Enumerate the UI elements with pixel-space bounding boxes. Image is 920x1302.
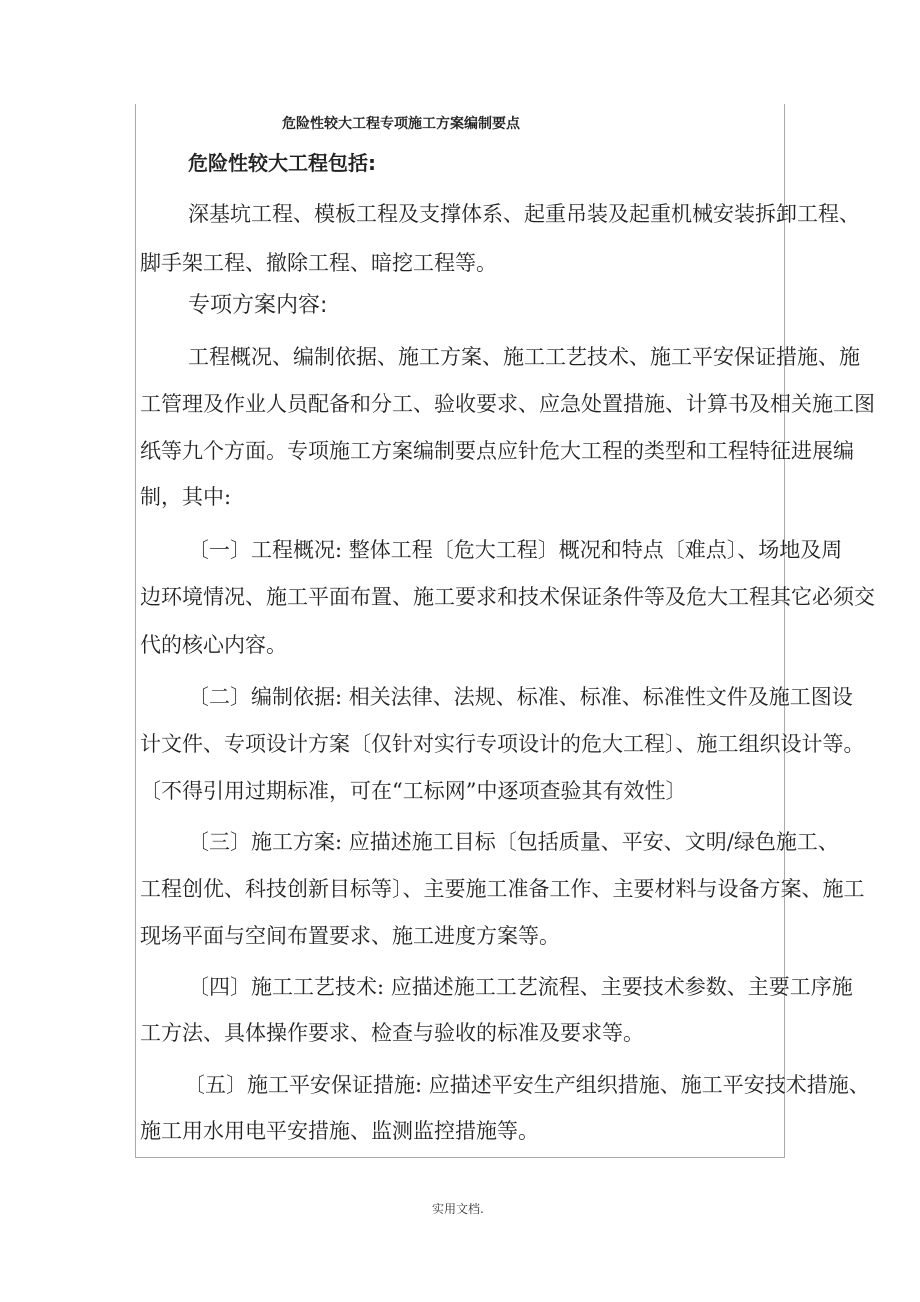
paragraph-line: 工管理及作业人员配备和分工、验收要求、应急处置措施、计算书及相关施工图 [140,392,875,416]
paragraph-line: 脚手架工程、撤除工程、暗挖工程等。 [140,251,497,275]
paragraph-line: 代的核心内容。 [140,633,287,657]
page-footer: 实用文档. [432,1202,484,1216]
paragraph-line: 〔四〕施工工艺技术: 应描述施工工艺流程、主要技术参数、主要工序施 [188,975,853,999]
paragraph-line: 〔二〕编制依据: 相关法律、法规、标准、标准、标准性文件及施工图设 [188,685,853,709]
paragraph-line: 制，其中: [140,485,232,509]
paragraph-line: 深基坑工程、模板工程及支撑体系、起重吊装及起重机械安装拆卸工程、 [188,202,860,226]
paragraph-line: 纸等九个方面。专项施工方案编制要点应针危大工程的类型和工程特征进展编 [140,439,854,463]
document-title: 危险性较大工程专项施工方案编制要点 [282,116,520,132]
section1-heading: 危险性较大工程包括: [188,151,376,175]
paragraph-line: 边环境情况、施工平面布置、施工要求和技术保证条件等及危大工程其它必须交 [140,585,875,609]
paragraph-line: 工程概况、编制依据、施工方案、施工工艺技术、施工平安保证措施、施 [188,345,860,369]
section2-heading: 专项方案内容: [188,293,328,318]
paragraph-line: 计文件、专项设计方案〔仅针对实行专项设计的危大工程〕、施工组织设计等。 [140,732,865,756]
paragraph-line: 工方法、具体操作要求、检查与验收的标准及要求等。 [140,1021,644,1045]
paragraph-line: 工程创优、科技创新目标等〕、主要施工准备工作、主要材料与设备方案、施工 [140,877,865,901]
paragraph-line: 〔五〕施工平安保证措施: 应描述平安生产组织措施、施工平安技术措施、 [184,1073,870,1097]
paragraph-line: 〔不得引用过期标准，可在“工标网”中逐项查验其有效性〕 [140,779,687,803]
paragraph-line: 现场平面与空间布置要求、施工进度方案等。 [140,924,560,948]
paragraph-line: 〔三〕施工方案: 应描述施工目标〔包括质量、平安、文明/绿色施工、 [188,830,839,854]
paragraph-line: 施工用水用电平安措施、监测监控措施等。 [140,1119,539,1143]
paragraph-line: 〔一〕工程概况: 整体工程〔危大工程〕概况和特点〔难点〕、场地及周 [188,538,843,562]
